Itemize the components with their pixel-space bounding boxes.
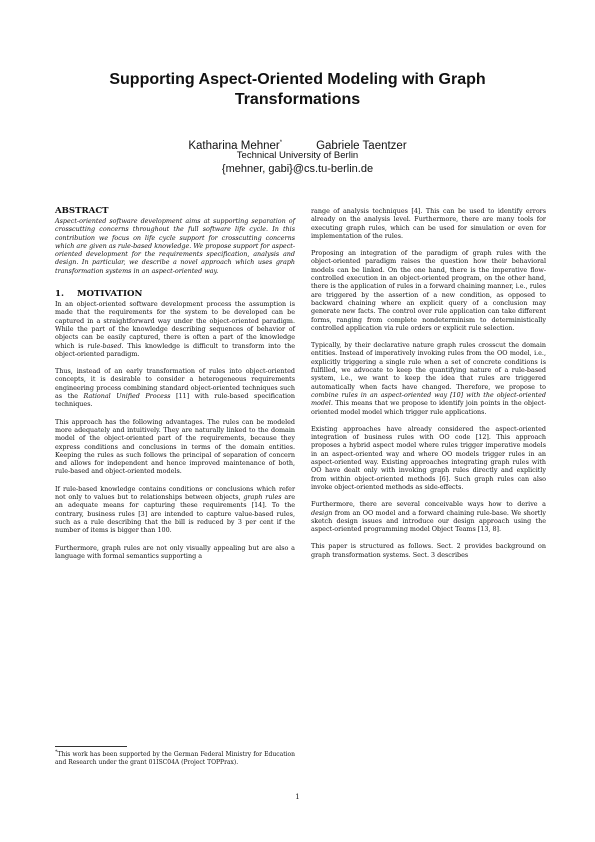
text-run: Typically, by their declarative nature graph rules crosscut the domain entities. Instead of imperatively invoking rules from the OO model, i.e., explicitly triggering a single rule when a set of concrete conditions is fulfilled, we advocate to keep the quantifying nature of a rule-based system, i.e., we want to keep the idea that rules are triggered automatically when facts have changed. Therefore, we propose to: [311, 341, 546, 391]
paragraph: Furthermore, graph rules are not only visually appealing but are also a language with formal semantics supporting a: [55, 543, 295, 560]
paragraph: This paper is structured as follows. Sect. 2 provides background on graph transformation systems. Sect. 3 describes: [311, 542, 546, 559]
affiliation: Technical University of Berlin: [236, 150, 359, 161]
paragraph: [55, 367, 295, 408]
section-1-heading: [55, 289, 295, 299]
paragraph: range of analysis techniques [4]. This can be used to identify errors already on the analysis level. Furthermore, there are many tools for executing graph rules, which can be used for simulation or even for implementation of the rules.: [311, 207, 546, 240]
abstract-heading: ABSTRACT: [55, 206, 109, 216]
paragraph: [55, 485, 295, 535]
page-number: 1: [295, 793, 300, 801]
section-1-title: MOTIVATION: [77, 289, 143, 300]
text-run: are an adequate means for capturing these requirements [14]. To the contrary, business rules [3] are intended to capture value-based rules, such as a rule describing that the bill is reduced by 3 per cent if the number of items is bigger than 100.: [55, 493, 295, 535]
paragraph: [55, 300, 295, 358]
section-1-number: 1.: [55, 289, 64, 300]
author-1-name: Katharina Mehner: [188, 139, 280, 152]
text-run: from an OO model and a forward chaining rule-base. We shortly sketch design issues and introduce our design approach using the aspect-oriented programming model Object Teams [13, 8].: [311, 508, 546, 534]
paper-title: Supporting Aspect-Oriented Modeling with Graph Transformations: [109, 71, 486, 108]
paragraph: This approach has the following advantages. The rules can be modeled more adequately and intuitively. They are naturally linked to the domain model of the object-oriented part of the requirements, because they express conditions and conclusions in terms of the domain entities. Keeping the rules as such follows the principal of separation of concern and allows for independent and hence improved maintenance of both, rule-based and object-oriented models.: [55, 417, 295, 476]
emphasis-text: rule-based: [87, 341, 122, 350]
paragraph: [311, 341, 546, 416]
right-column: [311, 207, 546, 568]
paragraph: Existing approaches have already considered the aspect-oriented integration of business rules with OO code [12]. This approach proposes a hybrid aspect model where rules trigger imperative models in an aspect-oriented way and where OO models trigger rules in an aspect-oriented way. Existing approaches integrating graph rules with OO have dealt only with invoking graph rules directly and explicitly from within object-oriented methods [6]. Such graph rules can also invoke object-oriented methods as side-effects.: [311, 424, 546, 491]
abstract-text: Aspect-oriented software development aims at supporting separation of crosscutting concerns throughout the full software life cycle. In this contribution we focus on life cycle support for crosscutting concerns which are given as rule-based knowledge. We propose support for aspect-oriented development for the requirements specification, analysis and design. In particular, we describe a novel approach which uses graph transformation systems in an aspect-oriented way.: [55, 217, 295, 275]
text-run: Furthermore, there are several conceivable ways how to derive a: [311, 500, 546, 509]
emphasis-text: combine rules in an aspect-oriented way [10] with the object-oriented model: [311, 390, 546, 408]
author-2-name: Gabriele Taentzer: [316, 139, 407, 152]
author-1-footnote-mark: *: [279, 140, 283, 146]
footnote: [55, 749, 295, 766]
footnote-divider: [55, 746, 127, 747]
text-run: . This means that we propose to identify join points in the object-oriented model model which trigger rule applications.: [311, 399, 546, 416]
text-run: In an object-oriented software development process the assumption is made that the requirements for the system to be developed can be captured in a straightforward way under the object-oriented paradigm. While the part of the knowledge describing sequences of behavior of objects can be easily captured, there is often a part of the knowledge which is: [55, 300, 295, 350]
footnote-mark: *: [55, 749, 58, 755]
emphasis-text: design: [311, 508, 333, 517]
footnote-text: This work has been supported by the German Federal Ministry for Education and Research under the grant 01ISC04A (Project TOPPrax).: [55, 751, 295, 766]
paragraph: Proposing an integration of the paradigm of graph rules with the object-oriented paradigm raises the question how their behavioral models can be linked. On the one hand, there is the imperative flow-controlled execution in an object-oriented program, on the other hand, there is the application of rules in a forward chaining manner, i.e., rules are triggered by the assertion of a new condition, as opposed to backward chaining where an explicit query of a conclusion may generate new facts. The control over rule application can take different forms, ranging from complete nondeterminism to deterministically controlled application via rule orders or explicit rule selection.: [311, 249, 546, 332]
author-email: {mehner, gabi}@cs.tu-berlin.de: [221, 163, 374, 175]
text-run: If rule-based knowledge contains conditions or conclusions which refer not only to values but to relationships between objects,: [55, 484, 295, 502]
text-run: [11] with rule-based specification techniques.: [55, 392, 295, 409]
emphasis-text: graph rules: [243, 493, 282, 502]
paragraph: [311, 500, 546, 533]
emphasis-text: Rational Unified Process: [83, 392, 171, 401]
text-run: Thus, instead of an early transformation of rules into object-oriented concepts, it is desirable to consider a heterogeneous requirements engineering process combining standard object-oriented techniques such as the: [55, 367, 295, 401]
text-run: . This knowledge is difficult to transform into the object-oriented paradigm.: [55, 341, 296, 358]
left-column: [55, 206, 295, 569]
